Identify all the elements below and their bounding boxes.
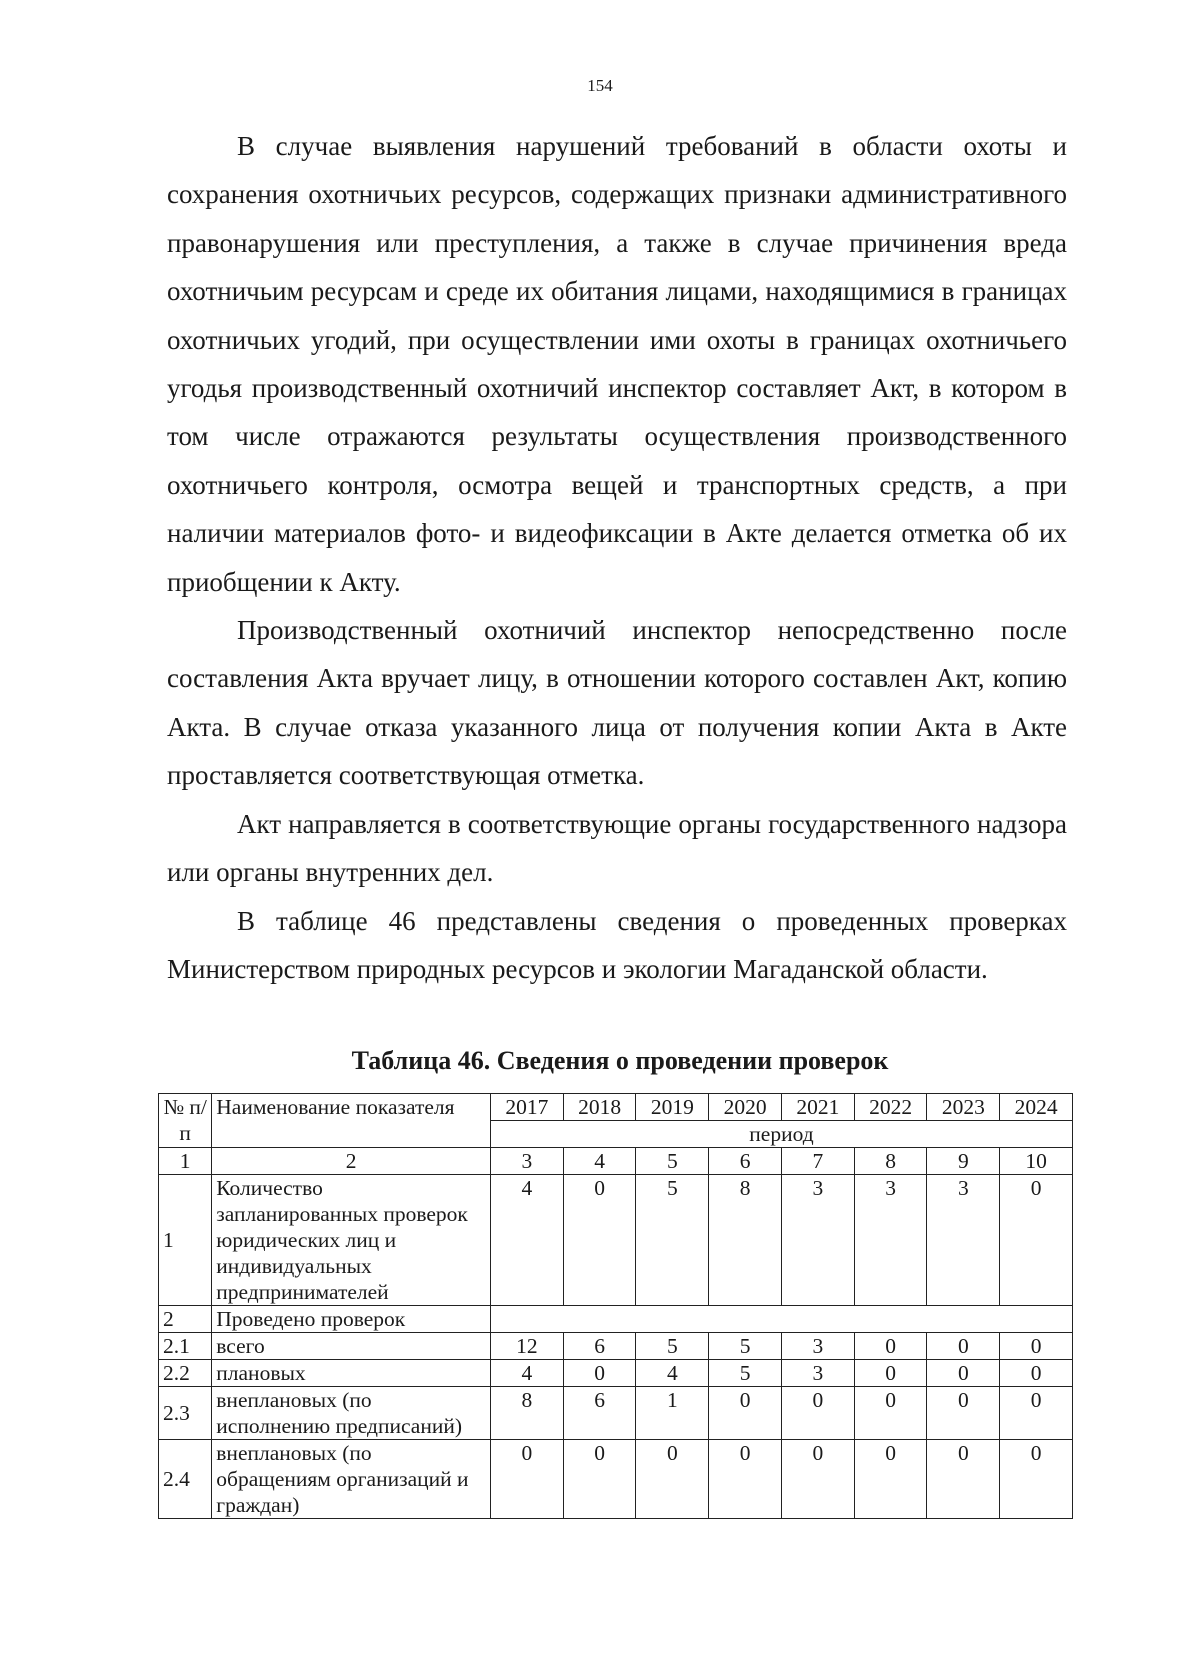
column-numbers-row — [159, 1148, 1073, 1175]
row-value: 5 — [636, 1175, 709, 1306]
row-value: 0 — [927, 1440, 1000, 1519]
table-row — [159, 1175, 1073, 1306]
row-num: 2.2 — [159, 1360, 212, 1387]
page-number: 154 — [587, 76, 613, 95]
paragraph-1: В случае выявления нарушений требований в области охоты и сохранения охотничьих ресурсов, содержащих признаки административного правонарушения или преступления, а также в случае причинения вреда охотничьим ресурсам и среде их обитания лицами, находящимися в границах охотничьих угодий, при осуществлении ими охоты в границах охотничьего угодья производственный охотничий инспектор составляет Акт, в котором в том числе отражаются результаты осуществления производственного охотничьего контроля, осмотра вещей и транспортных средств, а при наличии материалов фото- и видеофиксации в Акте делается отметка об их приобщении к Акту. — [167, 131, 1067, 597]
row-value: 0 — [854, 1333, 927, 1360]
row-value: 0 — [1000, 1175, 1073, 1306]
row-value: 0 — [709, 1387, 782, 1440]
row-value: 5 — [709, 1333, 782, 1360]
table-row — [159, 1440, 1073, 1519]
row-value: 0 — [854, 1360, 927, 1387]
paragraph-3: Акт направляется в соответствующие органы государственного надзора или органы внутренних дел. — [167, 808, 1067, 888]
row-value: 0 — [563, 1175, 636, 1306]
row-num: 2.4 — [159, 1440, 212, 1519]
row-value: 0 — [709, 1440, 782, 1519]
row-value: 0 — [854, 1387, 927, 1440]
row-num: 1 — [159, 1175, 212, 1306]
header-row — [159, 1094, 1073, 1121]
row-name: Проведено проверок — [212, 1306, 491, 1333]
header-period: период — [490, 1121, 1072, 1148]
column-number: 1 — [159, 1148, 212, 1175]
header-year: 2022 — [854, 1094, 927, 1121]
table-row — [159, 1360, 1073, 1387]
column-number: 3 — [490, 1148, 563, 1175]
header-year: 2018 — [563, 1094, 636, 1121]
header-num: № п/п — [159, 1094, 212, 1148]
row-value: 8 — [709, 1175, 782, 1306]
row-name: плановых — [212, 1360, 491, 1387]
column-number: 2 — [212, 1148, 491, 1175]
row-value: 4 — [490, 1360, 563, 1387]
header-year: 2023 — [927, 1094, 1000, 1121]
header-year: 2017 — [490, 1094, 563, 1121]
row-value: 5 — [709, 1360, 782, 1387]
row-value: 0 — [927, 1387, 1000, 1440]
paragraph-2: Производственный охотничий инспектор непосредственно после составления Акта вручает лицу, в отношении которого составлен Акт, копию Акта. В случае отказа указанного лица от получения копии Акта в Акте проставляется соответствующая отметка. — [167, 615, 1067, 791]
table-row — [159, 1306, 1073, 1333]
row-value: 4 — [490, 1175, 563, 1306]
row-name: всего — [212, 1333, 491, 1360]
row-value: 0 — [1000, 1333, 1073, 1360]
inspections-table — [158, 1093, 1073, 1519]
row-empty — [490, 1306, 1072, 1333]
table-title: Таблица 46. Сведения о проведении проверок — [351, 1046, 889, 1075]
table-row — [159, 1387, 1073, 1440]
table-row — [159, 1333, 1073, 1360]
row-value: 0 — [636, 1440, 709, 1519]
row-value: 0 — [490, 1440, 563, 1519]
column-number: 4 — [563, 1148, 636, 1175]
row-value: 4 — [636, 1360, 709, 1387]
row-num: 2.3 — [159, 1387, 212, 1440]
row-value: 3 — [781, 1175, 854, 1306]
row-name: Количество запланированных проверок юридических лиц и индивидуальных предпринимателей — [212, 1175, 491, 1306]
column-number: 5 — [636, 1148, 709, 1175]
row-value: 3 — [781, 1360, 854, 1387]
header-year: 2020 — [709, 1094, 782, 1121]
row-value: 8 — [490, 1387, 563, 1440]
header-year: 2019 — [636, 1094, 709, 1121]
header-year: 2024 — [1000, 1094, 1073, 1121]
body-text — [167, 122, 1067, 993]
row-value: 3 — [781, 1333, 854, 1360]
column-number: 10 — [1000, 1148, 1073, 1175]
column-number: 9 — [927, 1148, 1000, 1175]
row-value: 0 — [781, 1440, 854, 1519]
row-value: 0 — [1000, 1387, 1073, 1440]
row-num: 2 — [159, 1306, 212, 1333]
column-number: 6 — [709, 1148, 782, 1175]
header-name: Наименование показателя — [212, 1094, 491, 1148]
column-number: 7 — [781, 1148, 854, 1175]
row-value: 5 — [636, 1333, 709, 1360]
row-value: 1 — [636, 1387, 709, 1440]
row-num: 2.1 — [159, 1333, 212, 1360]
row-value: 0 — [563, 1360, 636, 1387]
row-value: 0 — [1000, 1440, 1073, 1519]
paragraph-4: В таблице 46 представлены сведения о проведенных проверках Министерством природных ресурсов и экологии Магаданской области. — [167, 905, 1067, 984]
row-value: 0 — [781, 1387, 854, 1440]
row-name: внеплановых (по исполнению предписаний) — [212, 1387, 491, 1440]
row-value: 3 — [854, 1175, 927, 1306]
header-year: 2021 — [781, 1094, 854, 1121]
row-value: 0 — [854, 1440, 927, 1519]
row-value: 3 — [927, 1175, 1000, 1306]
row-value: 6 — [563, 1333, 636, 1360]
row-value: 0 — [927, 1333, 1000, 1360]
column-number: 8 — [854, 1148, 927, 1175]
row-value: 0 — [927, 1360, 1000, 1387]
row-value: 6 — [563, 1387, 636, 1440]
row-value: 0 — [1000, 1360, 1073, 1387]
row-name: внеплановых (по обращениям организаций и граждан) — [212, 1440, 491, 1519]
row-value: 0 — [563, 1440, 636, 1519]
row-value: 12 — [490, 1333, 563, 1360]
